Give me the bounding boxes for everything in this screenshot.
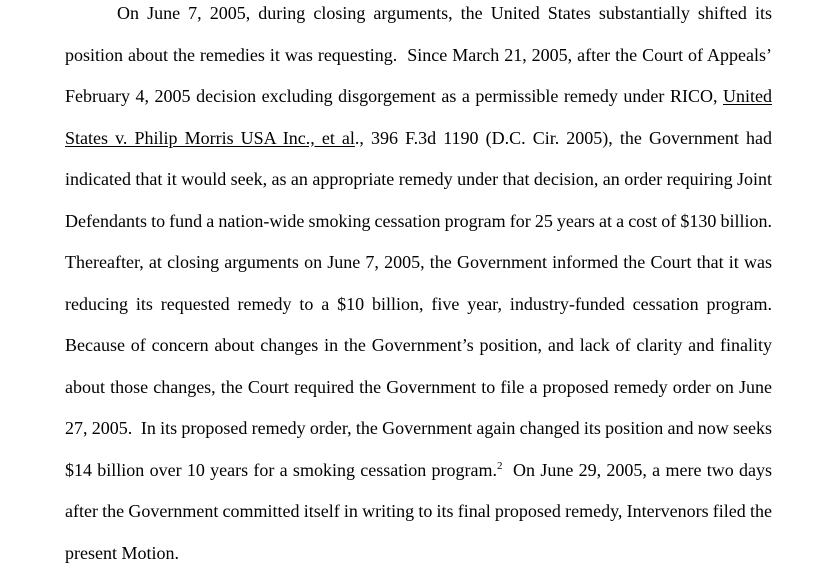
text-line [65, 408, 772, 450]
document-page [65, 0, 772, 574]
text-run: after the Government committed itself in writing to its final proposed remedy, Intervenors filed the [65, 501, 772, 521]
text-line [65, 325, 772, 367]
text-run: position about the remedies it was requesting. Since March 21, 2005, after the Court of Appeals’ [65, 45, 772, 65]
text-run: indicated that it would seek, as an appropriate remedy under that decision, an order requiring Joint [65, 169, 772, 189]
text-run: February 4, 2005 decision excluding disgorgement as a permissible remedy under RICO, [65, 86, 723, 106]
line-content [65, 45, 772, 65]
line-content [65, 211, 772, 231]
text-line [65, 76, 772, 118]
text-line [65, 159, 772, 201]
line-content [65, 294, 772, 314]
text-run: $14 billion over 10 years for a smoking cessation program. [65, 460, 497, 480]
text-run: about those changes, the Court required the Government to file a proposed remedy order on June [65, 377, 772, 397]
text-run: present Motion. [65, 543, 179, 563]
text-line [65, 284, 772, 326]
text-run: On June 7, 2005, during closing arguments, the United States substantially shifted its [117, 3, 772, 23]
line-content [65, 543, 179, 563]
case-citation: United [723, 86, 772, 106]
text-run: ., 396 F.3d 1190 (D.C. Cir. 2005), the Government had [355, 128, 772, 148]
text-run: Defendants to fund a nation-wide smoking cessation program for 25 years at a cost of $130 billion. [65, 211, 772, 231]
line-content [65, 335, 772, 355]
line-content [65, 377, 772, 397]
line-content [65, 252, 772, 272]
text-line [65, 242, 772, 284]
paragraph [65, 0, 772, 574]
line-content [65, 460, 772, 480]
footnote-reference: 2 [497, 460, 503, 472]
text-run: reducing its requested remedy to a $10 billion, five year, industry-funded cessation program. [65, 294, 772, 314]
line-content [65, 501, 772, 521]
line-content [117, 3, 772, 23]
text-line [65, 35, 772, 77]
text-line [65, 367, 772, 409]
line-content [65, 418, 772, 438]
text-run: Because of concern about changes in the Government’s position, and lack of clarity and finality [65, 335, 772, 355]
line-content [65, 128, 772, 148]
line-content [65, 169, 772, 189]
text-run: On June 29, 2005, a mere two days [502, 460, 772, 480]
text-line [65, 450, 772, 492]
case-citation: States v. Philip Morris USA Inc., et al [65, 128, 355, 148]
text-run: 27, 2005. In its proposed remedy order, the Government again changed its position and now seeks [65, 418, 772, 438]
text-line [65, 491, 772, 533]
text-line [65, 201, 772, 243]
text-line [65, 118, 772, 160]
text-run: Thereafter, at closing arguments on June 7, 2005, the Government informed the Court that it was [65, 252, 772, 272]
text-line [65, 0, 772, 35]
line-content [65, 86, 772, 106]
